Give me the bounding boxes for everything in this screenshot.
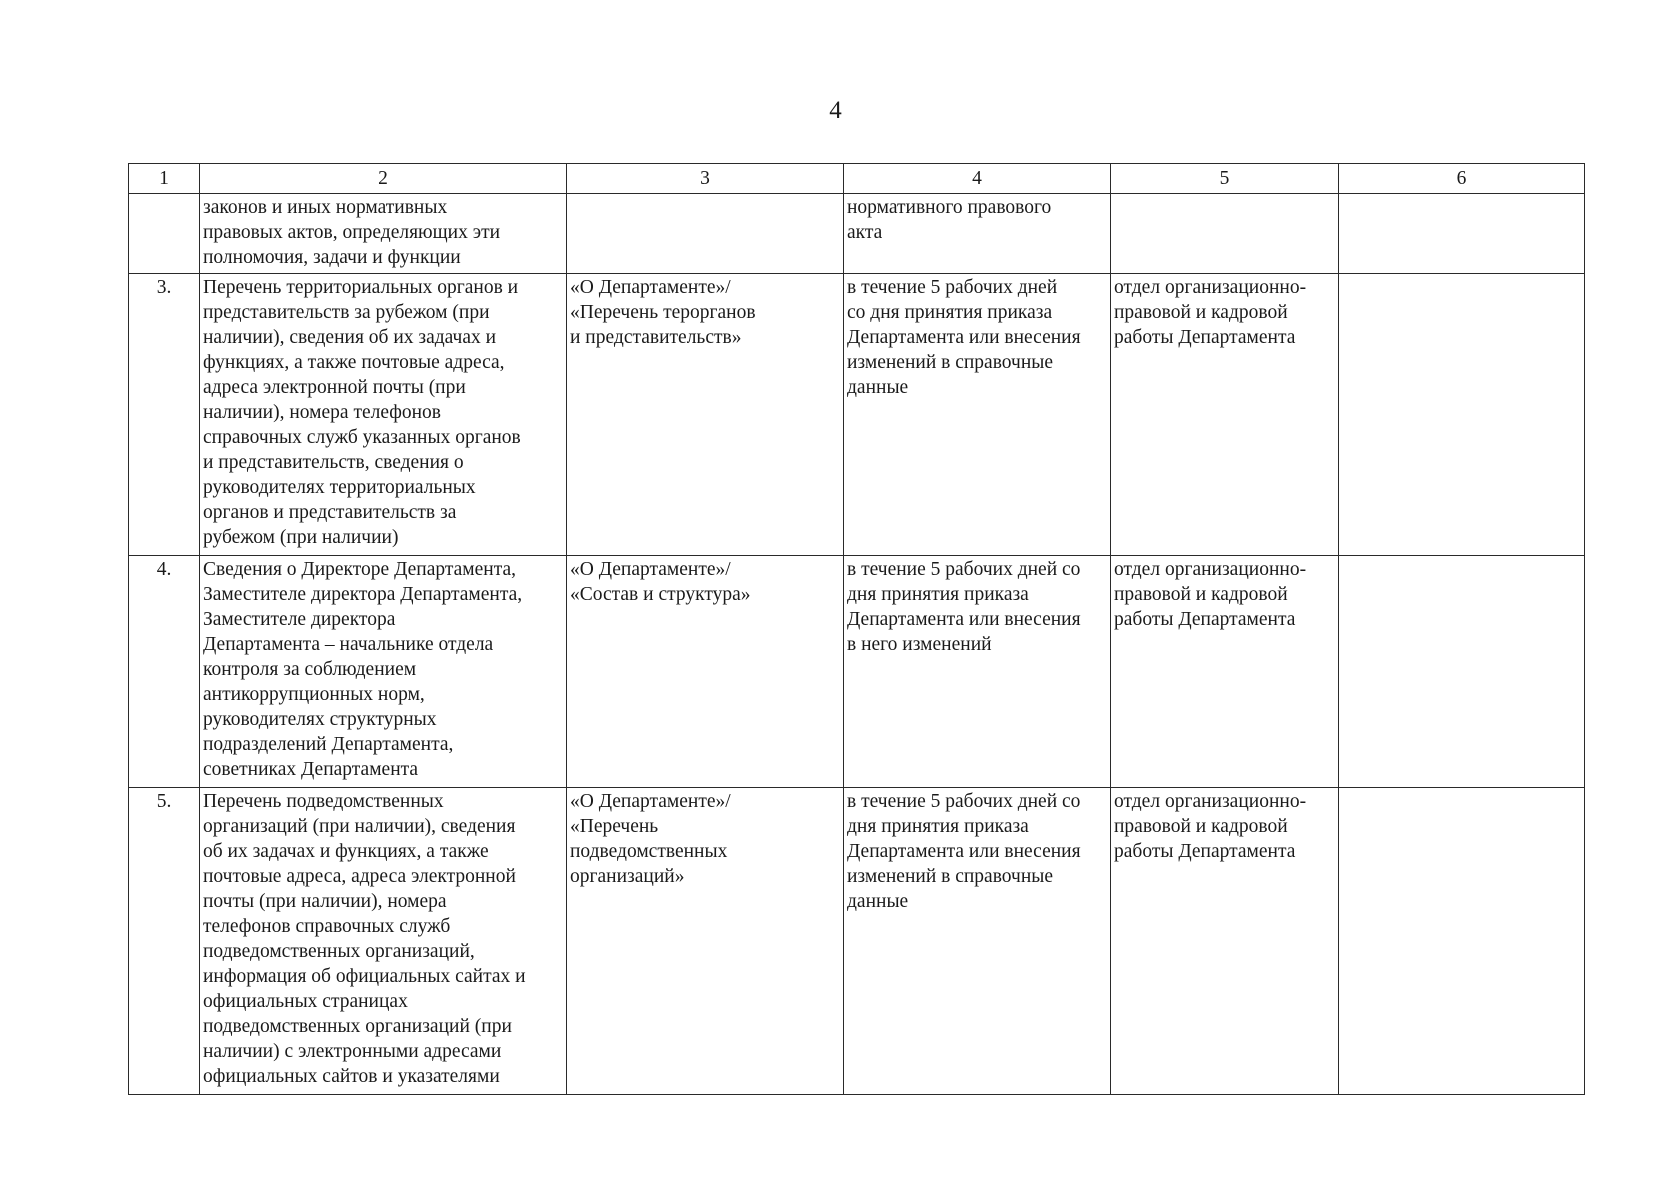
note-cell — [1339, 274, 1585, 556]
responsible-cell: отдел организационно- правовой и кадровой работы Департамента — [1111, 556, 1339, 788]
responsible-cell: отдел организационно- правовой и кадровой работы Департамента — [1111, 788, 1339, 1095]
table-row — [129, 194, 1585, 274]
row-number: 3. — [129, 274, 200, 556]
deadline-cell: в течение 5 рабочих дней со дня принятия приказа Департамента или внесения изменений в справочные данные — [844, 788, 1111, 1095]
column-header-4: 4 — [844, 164, 1111, 194]
page-number: 4 — [829, 97, 842, 124]
column-header-5: 5 — [1111, 164, 1339, 194]
note-cell — [1339, 788, 1585, 1095]
note-cell — [1339, 556, 1585, 788]
row-number — [129, 194, 200, 274]
content-cell: Сведения о Директоре Департамента, Заместителе директора Департамента, Заместителе директора Департамента – начальнике отдела контроля за соблюдением антикоррупционных норм, руководителях структурных подразделений Департамента, советниках Департамента — [200, 556, 567, 788]
content-cell: Перечень подведомственных организаций (при наличии), сведения об их задачах и функциях, а также почтовые адреса, адреса электронной почты (при наличии), номера телефонов справочных служб подведомственных организаций, информация об официальных сайтах и официальных страницах подведомственных организаций (при наличии) с электронными адресами официальных сайтов и указателями — [200, 788, 567, 1095]
column-header-1: 1 — [129, 164, 200, 194]
content-cell: Перечень территориальных органов и представительств за рубежом (при наличии), сведения об их задачах и функциях, а также почтовые адреса, адреса электронной почты (при наличии), номера телефонов справочных служб указанных органов и представительств, сведения о руководителях территориальных органов и представительств за рубежом (при наличии) — [200, 274, 567, 556]
deadline-cell: в течение 5 рабочих дней со дня принятия приказа Департамента или внесения изменений в справочные данные — [844, 274, 1111, 556]
section-cell — [567, 194, 844, 274]
column-header-6: 6 — [1339, 164, 1585, 194]
responsible-cell — [1111, 194, 1339, 274]
deadline-cell: нормативного правового акта — [844, 194, 1111, 274]
document-table — [128, 163, 1585, 1095]
table-row — [129, 556, 1585, 788]
section-cell: «О Департаменте»/ «Перечень терорганов и представительств» — [567, 274, 844, 556]
note-cell — [1339, 194, 1585, 274]
content-cell: законов и иных нормативных правовых актов, определяющих эти полномочия, задачи и функции — [200, 194, 567, 274]
table-row — [129, 274, 1585, 556]
deadline-cell: в течение 5 рабочих дней со дня принятия приказа Департамента или внесения в него изменений — [844, 556, 1111, 788]
column-header-3: 3 — [567, 164, 844, 194]
column-header-2: 2 — [200, 164, 567, 194]
responsible-cell: отдел организационно- правовой и кадровой работы Департамента — [1111, 274, 1339, 556]
row-number: 5. — [129, 788, 200, 1095]
table-row — [129, 788, 1585, 1095]
table-header-row — [129, 164, 1585, 194]
section-cell: «О Департаменте»/ «Состав и структура» — [567, 556, 844, 788]
row-number: 4. — [129, 556, 200, 788]
section-cell: «О Департаменте»/ «Перечень подведомственных организаций» — [567, 788, 844, 1095]
